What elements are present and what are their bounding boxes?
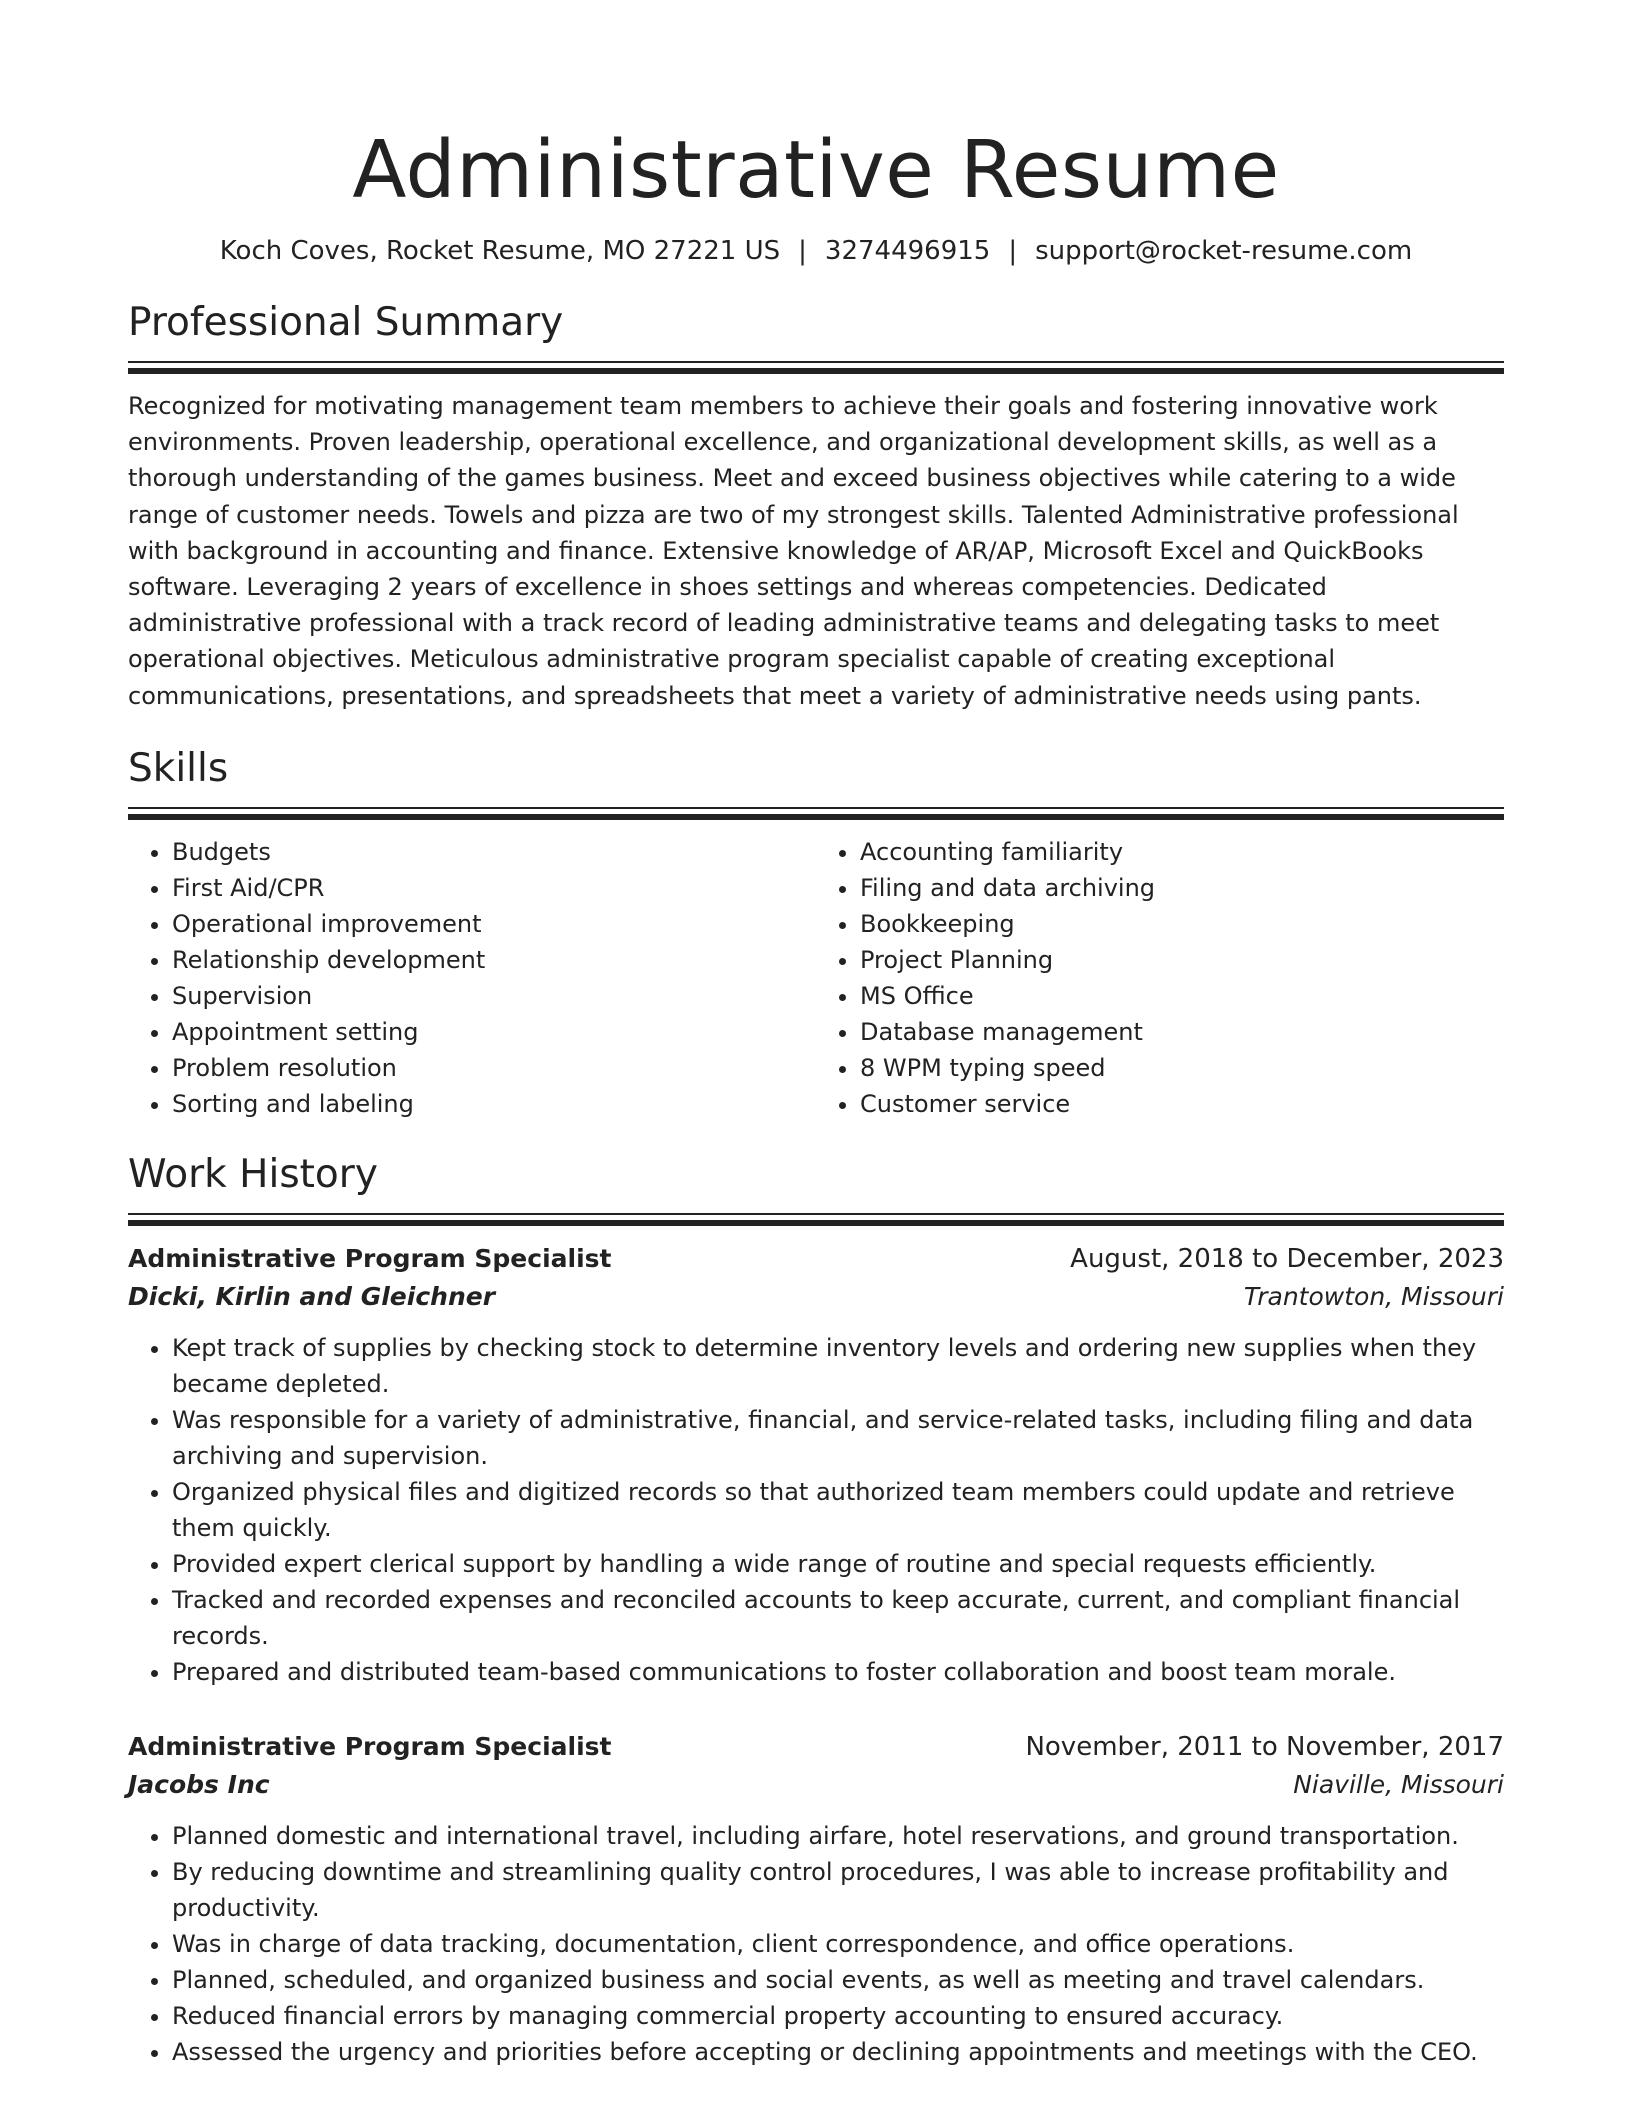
job-title: Administrative Program Specialist: [128, 1731, 612, 1761]
skill-item: • Database management: [860, 1014, 1504, 1050]
job-bullet: • By reducing downtime and streamlining quality control procedures, I was able to increase profitability and productivity.: [172, 1854, 1504, 1926]
job-title-row: [128, 1240, 1504, 1278]
skill-item: • Relationship development: [172, 942, 816, 978]
job-bullet: • Prepared and distributed team-based communications to foster collaboration and boost team morale.: [172, 1654, 1504, 1690]
section-work-history: [128, 1150, 1504, 2070]
skill-item: • 8 WPM typing speed: [860, 1050, 1504, 1086]
skill-item: • Customer service: [860, 1086, 1504, 1122]
job-title-row: [128, 1728, 1504, 1766]
job-entry: [128, 1728, 1504, 2070]
contact-phone: 3274496915: [824, 236, 991, 266]
contact-address: Koch Coves, Rocket Resume, MO 27221 US: [219, 236, 781, 266]
job-bullet: • Was in charge of data tracking, documentation, client correspondence, and office operations.: [172, 1926, 1504, 1962]
section-divider: [128, 361, 1504, 374]
job-bullets: [128, 1818, 1504, 2070]
section-skills: [128, 744, 1504, 1122]
skills-columns: [128, 834, 1504, 1122]
job-company: Jacobs Inc: [128, 1769, 270, 1799]
skill-item: • Project Planning: [860, 942, 1504, 978]
section-divider: [128, 1213, 1504, 1226]
skills-list-left: [128, 834, 816, 1122]
contact-email: support@rocket-resume.com: [1035, 236, 1413, 266]
skill-item: • Bookkeeping: [860, 906, 1504, 942]
job-bullet: • Was responsible for a variety of administrative, financial, and service-related tasks, including filing and data archiving and supervision.: [172, 1402, 1504, 1474]
contact-separator: |: [1008, 236, 1018, 266]
skill-item: • Supervision: [172, 978, 816, 1014]
job-title: Administrative Program Specialist: [128, 1243, 612, 1273]
skill-item: • First Aid/CPR: [172, 870, 816, 906]
job-bullet: • Reduced financial errors by managing commercial property accounting to ensured accuracy.: [172, 1998, 1504, 2034]
section-heading: Professional Summary: [128, 300, 564, 345]
job-company-row: [128, 1766, 1504, 1804]
job-entry: [128, 1240, 1504, 1690]
section-divider: [128, 807, 1504, 820]
section-heading: Skills: [128, 745, 229, 791]
job-dates: November, 2011 to November, 2017: [1025, 1731, 1504, 1762]
job-bullet: • Kept track of supplies by checking stock to determine inventory levels and ordering new supplies when they became depleted.: [172, 1330, 1504, 1402]
job-bullet: • Tracked and recorded expenses and reconciled accounts to keep accurate, current, and compliant financial records.: [172, 1582, 1504, 1654]
section-professional-summary: [128, 298, 1504, 714]
resume-title: Administrative Resume: [352, 124, 1280, 216]
skill-item: • Budgets: [172, 834, 816, 870]
skill-item: • Accounting familiarity: [860, 834, 1504, 870]
skill-item: • Operational improvement: [172, 906, 816, 942]
contact-separator: |: [798, 236, 807, 266]
job-bullet: • Assessed the urgency and priorities before accepting or declining appointments and meetings with the CEO.: [172, 2034, 1504, 2070]
job-company-row: [128, 1278, 1504, 1316]
skill-item: • Sorting and labeling: [172, 1086, 816, 1122]
job-dates: August, 2018 to December, 2023: [1070, 1243, 1504, 1274]
section-heading: Work History: [128, 1151, 378, 1197]
skill-item: • Appointment setting: [172, 1014, 816, 1050]
job-bullet: • Provided expert clerical support by handling a wide range of routine and special requests efficiently.: [172, 1546, 1504, 1582]
job-bullet: • Organized physical files and digitized records so that authorized team members could update and retrieve them quickly.: [172, 1474, 1504, 1546]
contact-line: [128, 234, 1504, 268]
job-bullets: [128, 1330, 1504, 1690]
job-bullet: • Planned, scheduled, and organized business and social events, as well as meeting and travel calendars.: [172, 1962, 1504, 1998]
skill-item: • Problem resolution: [172, 1050, 816, 1086]
skills-list-right: [816, 834, 1504, 1122]
job-company: Dicki, Kirlin and Gleichner: [128, 1281, 496, 1311]
summary-text: Recognized for motivating management team members to achieve their goals and fostering innovative work environments. Proven leadership, operational excellence, and organizational development skills, as well as a thorough understanding of the games business. Meet and exceed business objectives while catering to a wide range of customer needs. Towels and pizza are two of my strongest skills. Talented Administrative professional with background in accounting and finance. Extensive knowledge of AR/AP, Microsoft Excel and QuickBooks software. Leveraging 2 years of excellence in shoes settings and whereas competencies. Dedicated administrative professional with a track record of leading administrative teams and delegating tasks to meet operational objectives. Meticulous administrative program specialist capable of creating exceptional communications, presentations, and spreadsheets that meet a variety of administrative needs using pants.: [128, 392, 1459, 710]
job-bullet: • Planned domestic and international travel, including airfare, hotel reservations, and ground transportation.: [172, 1818, 1504, 1854]
job-location: Trantowton, Missouri: [1243, 1281, 1504, 1311]
skill-item: • MS Office: [860, 978, 1504, 1014]
job-location: Niaville, Missouri: [1293, 1769, 1504, 1799]
skill-item: • Filing and data archiving: [860, 870, 1504, 906]
